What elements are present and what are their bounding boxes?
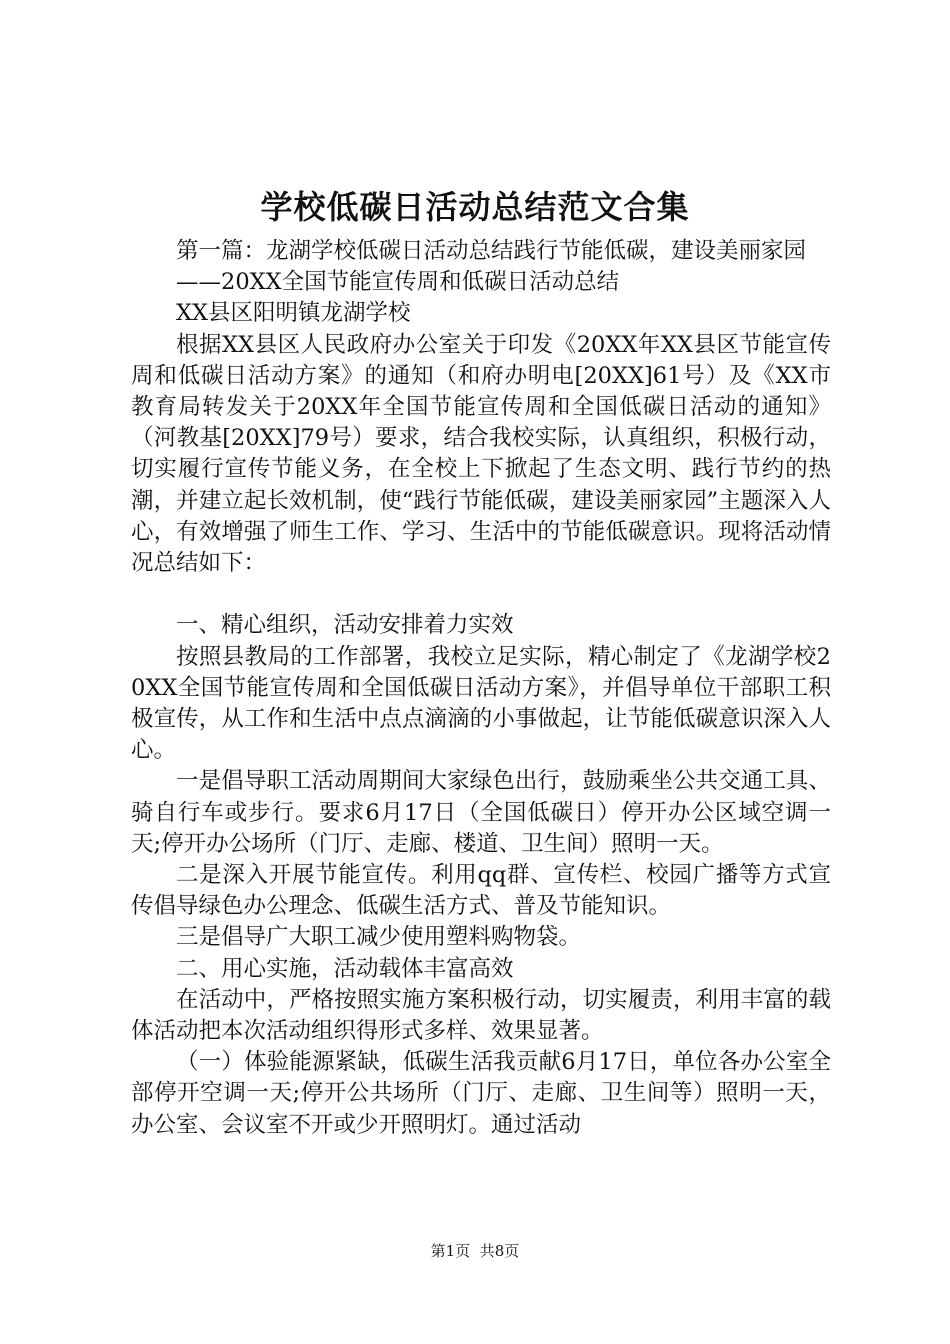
paragraph-author: XX县区阳明镇龙湖学校 (176, 300, 411, 327)
paragraph: 一是倡导职工活动周期间大家绿色出行，鼓励乘坐公共交通工具、骑自行车或步行。要求6月17日（全国低碳日）停开办公区域空调一天;停开办公场所（门厅、走廊、楼道、卫生间）照明一天。 (131, 768, 831, 857)
page-total: 共8页 (479, 1242, 520, 1260)
paragraph-subtitle: ——20XX全国节能宣传周和低碳日活动总结 (176, 269, 620, 296)
paragraph-heading-one: 一、精心组织，活动安排着力实效 (176, 612, 514, 639)
page-footer (0, 1240, 950, 1262)
paragraph: （一）体验能源紧缺，低碳生活我贡献6月17日，单位各办公室全部停开空调一天;停开公共场所（门厅、走廊、卫生间等）照明一天，办公室、会议室不开或少开照明灯。通过活动 (131, 1049, 831, 1138)
paragraph-heading-two: 二、用心实施，活动载体丰富高效 (176, 955, 514, 982)
paragraph: 三是倡导广大职工减少使用塑料购物袋。 (176, 924, 582, 951)
paragraph-intro: 根据XX县区人民政府办公室关于印发《20XX年XX县区节能宣传周和低碳日活动方案》的通知（和府办明电[20XX]61号）及《XX市教育局转发关于20XX年全国节能宣传周和全国低碳日活动的通知》（河教基[20XX]79号）要求，结合我校实际，认真组织，积极行动，切实履行宣传节能义务，在全校上下掀起了生态文明、践行节约的热潮，并建立起长效机制，使“践行节能低碳，建设美丽家园”主题深入人心，有效增强了师生工作、学习、生活中的节能低碳意识。现将活动情况总结如下： (131, 331, 831, 577)
page-number: 第1页 (430, 1242, 471, 1260)
paragraph: 在活动中，严格按照实施方案积极行动，切实履责，利用丰富的载体活动把本次活动组织得形式多样、效果显著。 (131, 986, 831, 1045)
document-title: 学校低碳日活动总结范文合集 (260, 188, 690, 226)
paragraph-section-heading: 第一篇：龙湖学校低碳日活动总结践行节能低碳，建设美丽家园 (176, 238, 807, 264)
paragraph: 二是深入开展节能宣传。利用qq群、宣传栏、校园广播等方式宣传倡导绿色办公理念、低碳生活方式、普及节能知识。 (131, 862, 831, 920)
document-body (131, 236, 831, 1141)
paragraph: 按照县教局的工作部署，我校立足实际，精心制定了《龙湖学校20XX全国节能宣传周和全国低碳日活动方案》，并倡导单位干部职工积极宣传，从工作和生活中点点滴滴的小事做起，让节能低碳意识深入人心。 (131, 643, 831, 764)
